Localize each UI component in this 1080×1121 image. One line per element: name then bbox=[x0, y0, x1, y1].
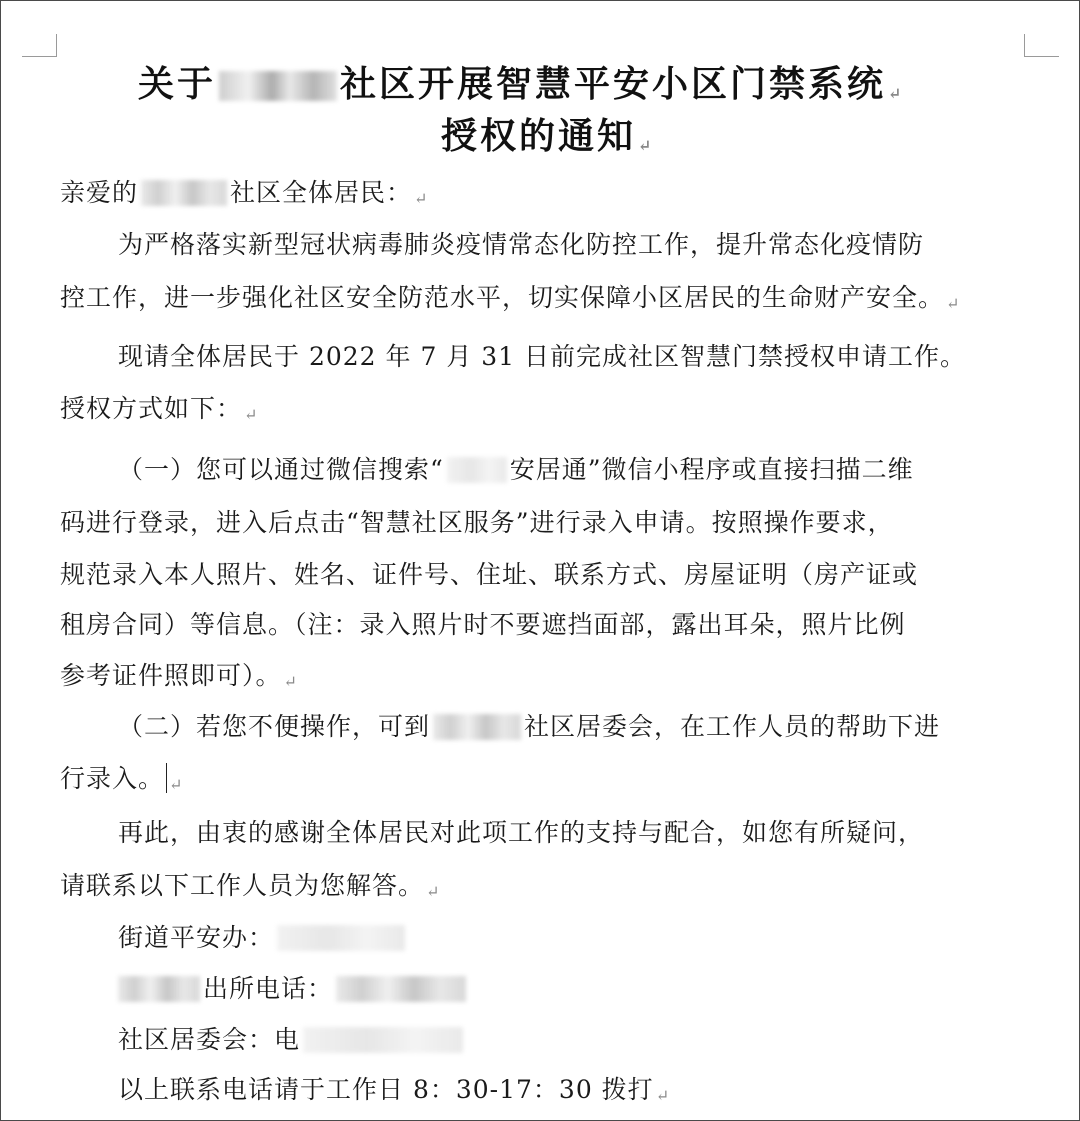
para4-line1 bbox=[118, 711, 940, 743]
contact-police-label: 出所电话： bbox=[203, 974, 334, 1003]
para2-line1: 现请全体居民于 2022 年 7 月 31 日前完成社区智慧门禁授权申请工作。 bbox=[118, 342, 967, 371]
contact-committee bbox=[118, 1024, 466, 1056]
salutation bbox=[60, 177, 428, 215]
contact-police bbox=[118, 973, 469, 1005]
contact-committee-label: 社区居委会： bbox=[118, 1025, 275, 1054]
paragraph-mark-icon: ↵ bbox=[414, 189, 429, 208]
salutation-suffix: 社区全体居民： bbox=[230, 178, 413, 207]
paragraph-mark-icon: ↵ bbox=[655, 1086, 671, 1105]
redacted-police-name bbox=[118, 976, 200, 1002]
text-cursor bbox=[166, 763, 167, 793]
title-line-1 bbox=[138, 62, 904, 116]
redacted-community-name bbox=[433, 714, 521, 740]
para1-line2 bbox=[60, 282, 960, 320]
redacted-community-name bbox=[219, 71, 337, 101]
paragraph-mark-icon: ↵ bbox=[283, 672, 298, 691]
para5-line2-text: 请联系以下工作人员为您解答。 bbox=[60, 871, 425, 900]
para1-line2-text: 控工作，进一步强化社区安全防范水平，切实保障小区居民的生命财产安全。 bbox=[60, 283, 945, 312]
para3-line5 bbox=[60, 660, 298, 698]
para4-line2-text: 行录入。 bbox=[60, 764, 165, 793]
para3-line1 bbox=[118, 454, 914, 486]
para3-line1-prefix: （一）您可以通过微信搜索“ bbox=[118, 455, 444, 484]
redacted-community-name bbox=[141, 180, 227, 206]
para4-line1-prefix: （二）若您不便操作，可到 bbox=[118, 712, 431, 741]
redacted-phone bbox=[277, 925, 405, 951]
salutation-prefix: 亲爱的 bbox=[60, 178, 139, 207]
contact-hours-text: 以上联系电话请于工作日 8：30-17：30 拨打 bbox=[118, 1075, 654, 1104]
redacted-app-prefix bbox=[447, 457, 507, 483]
paragraph-mark-icon: ↵ bbox=[888, 84, 905, 103]
contact-committee-fragment: 电 bbox=[274, 1025, 301, 1054]
paragraph-mark-icon: ↵ bbox=[244, 405, 259, 424]
para4-line2 bbox=[60, 763, 183, 801]
corner-mark-top-right bbox=[1024, 34, 1059, 57]
paragraph-mark-icon: ↵ bbox=[946, 294, 961, 313]
corner-mark-top-left bbox=[22, 34, 57, 57]
para3-line2: 码进行登录，进入后点击“智慧社区服务”进行录入申请。按照操作要求， bbox=[60, 508, 894, 537]
title-line-2-text: 授权的通知 bbox=[441, 115, 637, 157]
paragraph-mark-icon: ↵ bbox=[169, 775, 184, 794]
contact-office-label: 街道平安办： bbox=[118, 923, 275, 952]
paragraph-mark-icon: ↵ bbox=[638, 136, 655, 155]
para3-line4: 租房合同）等信息。（注：录入照片时不要遮挡面部，露出耳朵，照片比例 bbox=[60, 610, 906, 639]
para2-line2-text: 授权方式如下： bbox=[60, 394, 243, 423]
para3-line1-suffix: 安居通”微信小程序或直接扫描二维 bbox=[509, 455, 914, 484]
para3-line5-text: 参考证件照即可）。 bbox=[60, 661, 282, 690]
title-suffix: 社区开展智慧平安小区门禁系统 bbox=[340, 63, 887, 105]
para3-line3: 规范录入本人照片、姓名、证件号、住址、联系方式、房屋证明（房产证或 bbox=[60, 560, 919, 589]
redacted-phone bbox=[336, 976, 466, 1002]
redacted-phone bbox=[303, 1027, 463, 1053]
para5-line2 bbox=[60, 870, 440, 908]
para1-line1: 为严格落实新型冠状病毒肺炎疫情常态化防控工作，提升常态化疫情防 bbox=[118, 230, 925, 259]
paragraph-mark-icon: ↵ bbox=[426, 882, 441, 901]
para4-line1-suffix: 社区居委会，在工作人员的帮助下进 bbox=[524, 712, 941, 741]
contact-office bbox=[118, 922, 408, 954]
title-prefix: 关于 bbox=[138, 63, 217, 105]
title-line-2 bbox=[441, 114, 654, 168]
contact-hours bbox=[118, 1074, 670, 1112]
para2-line2 bbox=[60, 393, 258, 431]
para5-line1: 再此，由衷的感谢全体居民对此项工作的支持与配合，如您有所疑问， bbox=[118, 818, 925, 847]
